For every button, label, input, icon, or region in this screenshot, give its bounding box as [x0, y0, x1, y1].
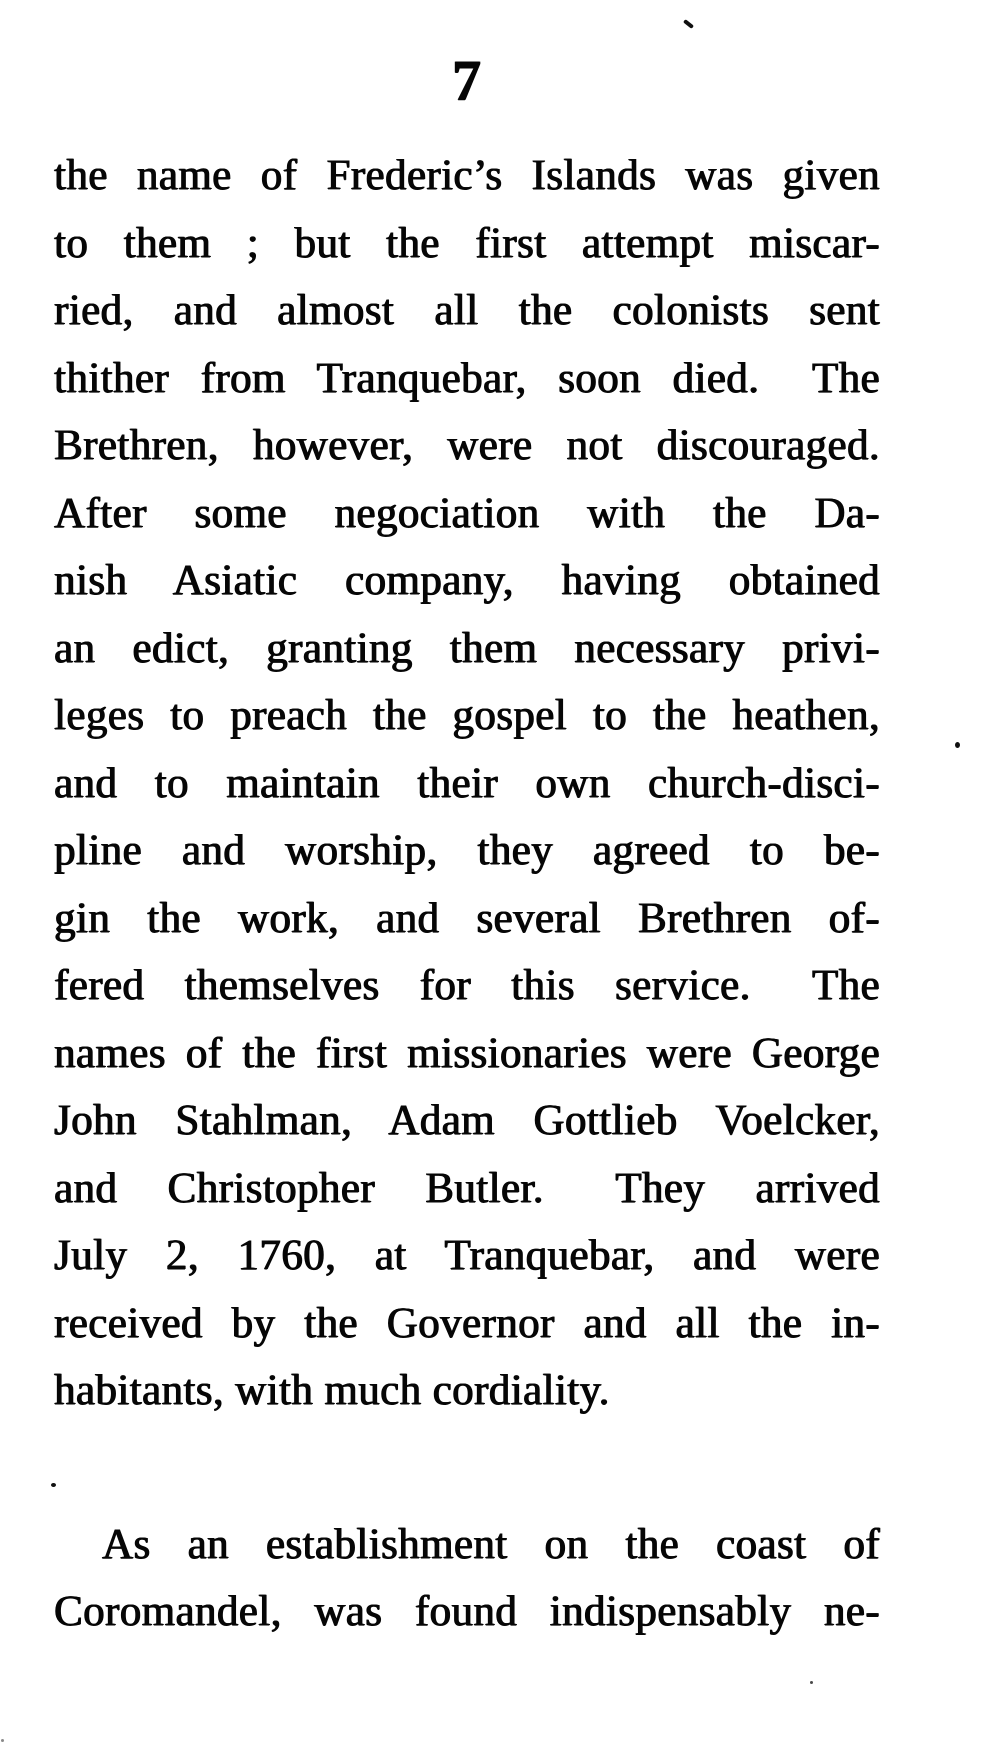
- text-line: and to maintain their own church-disci-: [54, 759, 880, 807]
- page-body: [54, 142, 880, 1646]
- text-line: and Christopher Butler. They arrived: [54, 1164, 880, 1212]
- text-line: habitants, with much cordiality.: [54, 1367, 610, 1414]
- text-line: an edict, granting them necessary privi-: [54, 624, 880, 672]
- text-line: Brethren, however, were not discouraged.: [54, 422, 880, 469]
- text-line: Coromandel, was found indispensably ne-: [54, 1588, 880, 1635]
- text-line: to them ; but the first attempt miscar-: [54, 219, 880, 267]
- text-line: nish Asiatic company, having obtained: [54, 557, 880, 604]
- scan-speck-left-margin: [51, 1483, 56, 1487]
- scan-speck-bottom: [810, 1681, 813, 1684]
- text-line: gin the work, and several Brethren of-: [54, 894, 880, 942]
- paragraph-coromandel: [54, 1511, 880, 1646]
- text-line: leges to preach the gospel to the heathen,: [54, 692, 880, 739]
- text-line: fered themselves for this service. The: [54, 962, 880, 1009]
- scan-speck-corner: [1, 1739, 4, 1742]
- text-line: ried, and almost all the colonists sent: [54, 287, 880, 334]
- text-line: July 2, 1760, at Tranquebar, and were: [54, 1232, 880, 1279]
- text-line: the name of Frederic’s Islands was given: [54, 152, 880, 199]
- text-line: pline and worship, they agreed to be-: [54, 827, 880, 874]
- text-line: After some negociation with the Da-: [54, 489, 880, 537]
- scan-speck-right-margin: [955, 742, 960, 748]
- text-line: thither from Tranquebar, soon died. The: [54, 354, 880, 402]
- text-line: John Stahlman, Adam Gottlieb Voelcker,: [54, 1097, 880, 1144]
- text-line: As an establishment on the coast of: [102, 1520, 880, 1568]
- scan-speck-top: [683, 19, 694, 29]
- paragraph-frederics-islands: [54, 142, 880, 1425]
- text-line: received by the Governor and all the in-: [54, 1299, 880, 1347]
- text-line: names of the first missionaries were George: [54, 1029, 880, 1077]
- page-number: 7: [452, 48, 482, 113]
